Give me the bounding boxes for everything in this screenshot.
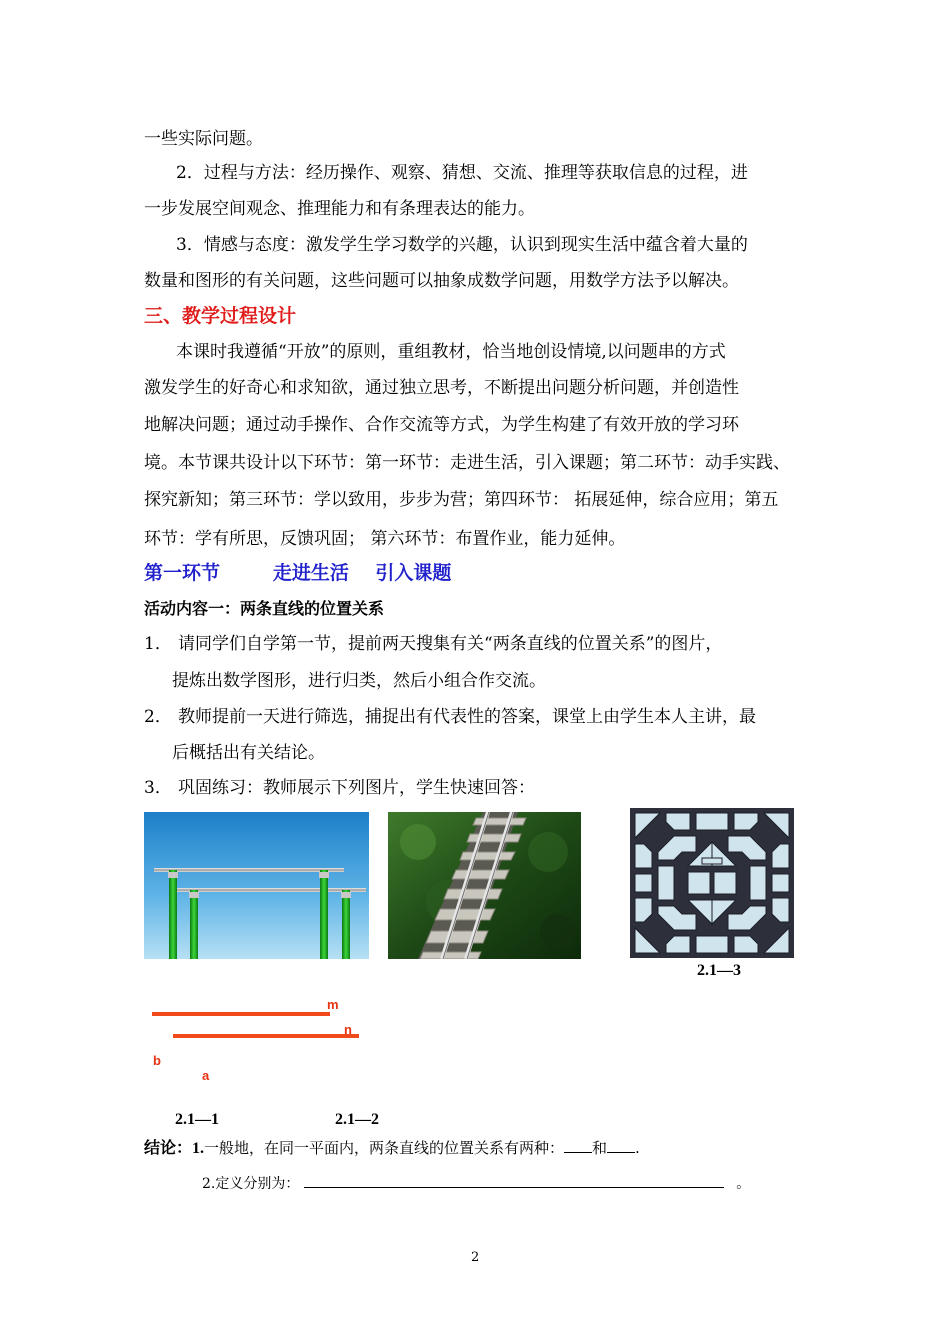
line-n bbox=[173, 1034, 359, 1038]
design-paragraph-line: 地解决问题；通过动手操作、合作交流等方式，为学生构建了有效开放的学习环 bbox=[144, 415, 739, 435]
list-item-number: 3． bbox=[144, 778, 172, 798]
line-m bbox=[152, 1012, 330, 1016]
design-paragraph-line: 探究新知；第三环节：学以致用，步步为营；第四环节： 拓展延伸，综合应用；第五 bbox=[144, 490, 779, 510]
definition-end: 。 bbox=[736, 1176, 751, 1192]
railway-track-image bbox=[388, 812, 581, 959]
lattice-pattern-image bbox=[630, 808, 794, 958]
objective-item-3-line-b: 数量和图形的有关问题，这些问题可以抽象成数学问题，用数学方法予以解决。 bbox=[144, 271, 739, 291]
step-heading: 第一环节 走进生活 引入课题 bbox=[144, 562, 452, 584]
design-paragraph-line: 本课时我遵循“开放”的原则，重组教材，恰当地创设情境,以问题串的方式 bbox=[176, 342, 726, 362]
figure-caption-3: 2.1—3 bbox=[697, 962, 741, 979]
answer-blank-2[interactable] bbox=[607, 1138, 635, 1153]
conclusion-and: 和 bbox=[592, 1139, 608, 1157]
list-item-text: 教师提前一天进行筛选，捕捉出有代表性的答案，课堂上由学生本人主讲，最 bbox=[178, 707, 756, 727]
design-paragraph-line: 境。本节课共设计以下环节：第一环节：走进生活，引入课题；第二环节：动手实践、 bbox=[144, 453, 790, 473]
activity-title: 活动内容一：两条直线的位置关系 bbox=[144, 599, 385, 618]
figure-caption-2: 2.1—2 bbox=[335, 1111, 379, 1128]
label-a: a bbox=[202, 1068, 210, 1083]
conclusion-text: 一般地，在同一平面内，两条直线的位置关系有两种： bbox=[204, 1139, 565, 1157]
definition-label: 2.定义分别为： bbox=[202, 1176, 300, 1192]
list-item-text: 巩固练习：教师展示下列图片，学生快速回答： bbox=[178, 778, 535, 798]
design-paragraph-line: 激发学生的好奇心和求知欲，通过独立思考，不断提出问题分析问题，并创造性 bbox=[144, 378, 739, 398]
objective-line-1: 一些实际问题。 bbox=[144, 129, 263, 149]
design-paragraph-line: 环节：学有所思，反馈巩固； 第六环节：布置作业，能力延伸。 bbox=[144, 529, 626, 549]
list-item-text: 提炼出数学图形，进行归类，然后小组合作交流。 bbox=[172, 671, 546, 691]
list-item-text: 请同学们自学第一节，提前两天搜集有关“两条直线的位置关系”的图片， bbox=[178, 634, 723, 654]
parallel-bars-image bbox=[144, 812, 369, 959]
label-b: b bbox=[153, 1053, 161, 1068]
objective-item-2-line-b: 一步发展空间观念、推理能力和有条理表达的能力。 bbox=[144, 199, 535, 219]
definition-line bbox=[202, 1173, 750, 1194]
section-heading: 三、教学过程设计 bbox=[144, 305, 297, 327]
label-m: m bbox=[327, 997, 339, 1012]
conclusion-number: 1. bbox=[192, 1140, 205, 1157]
list-item-number: 1． bbox=[144, 634, 172, 654]
objective-item-3-line-a: 3．情感与态度：激发学生学习数学的兴趣，认识到现实生活中蕴含着大量的 bbox=[176, 235, 748, 255]
conclusion-end: . bbox=[635, 1139, 640, 1157]
conclusion-line-1 bbox=[144, 1137, 640, 1160]
parallel-lines-diagram bbox=[144, 995, 374, 1090]
figure-caption-1: 2.1—1 bbox=[175, 1111, 219, 1128]
objective-item-2-line-a: 2．过程与方法：经历操作、观察、猜想、交流、推理等获取信息的过程，进 bbox=[176, 163, 748, 183]
label-n: n bbox=[344, 1022, 352, 1037]
definition-blank[interactable] bbox=[304, 1173, 724, 1188]
list-item-text: 后概括出有关结论。 bbox=[172, 743, 325, 763]
page-number: 2 bbox=[471, 1250, 480, 1265]
answer-blank-1[interactable] bbox=[564, 1138, 592, 1153]
conclusion-label: 结论： bbox=[144, 1138, 193, 1157]
list-item-number: 2． bbox=[144, 707, 172, 727]
